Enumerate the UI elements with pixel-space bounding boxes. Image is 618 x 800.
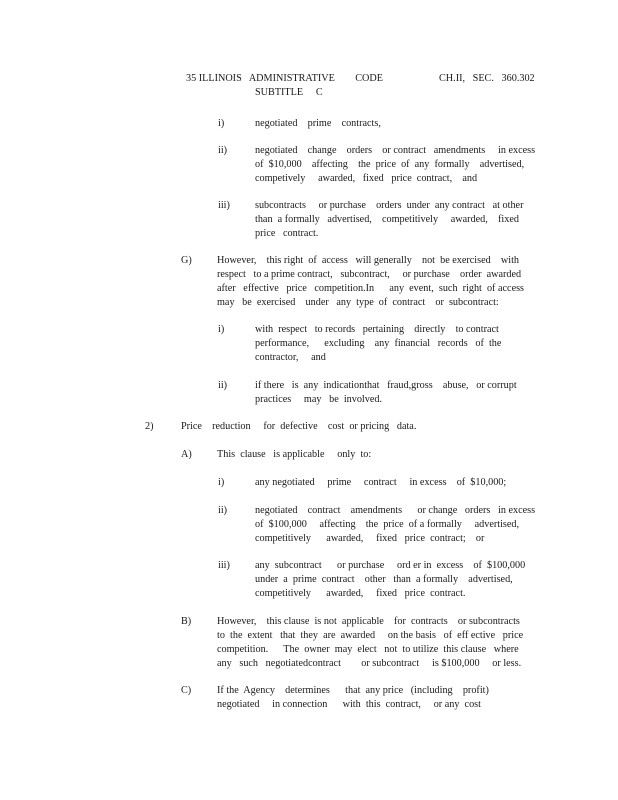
section-marker: A) <box>181 449 192 460</box>
section-title: Price reduction for defective cost or pricing data. <box>181 421 417 432</box>
paragraph-line: negotiated in connection with this contract, or any cost <box>217 699 481 710</box>
section-marker: 2) <box>145 421 154 432</box>
item-marker: ii) <box>218 380 228 391</box>
item-line: competively awarded, fixed price contract, and <box>255 173 478 184</box>
paragraph-line: any such negotiatedcontract or subcontract is $100,000 or less. <box>217 658 522 669</box>
item-marker: ii) <box>218 505 228 516</box>
item-line: negotiated prime contracts, <box>255 118 381 129</box>
item-marker: i) <box>218 118 225 129</box>
item-line: under a prime contract other than a formally advertised, <box>255 574 513 585</box>
header-left: 35 ILLINOIS ADMINISTRATIVE CODE <box>186 73 383 84</box>
item-marker: iii) <box>218 560 230 571</box>
header-right: CH.II, SEC. 360.302 <box>439 73 535 84</box>
item-line: performance, excluding any financial records of the <box>255 338 502 349</box>
item-line: price contract. <box>255 228 319 239</box>
item-line: if there is any indicationthat fraud,gross abuse, or corrupt <box>255 380 517 391</box>
item-line: competitively awarded, fixed price contract; or <box>255 533 485 544</box>
item-marker: ii) <box>218 145 228 156</box>
section-marker: C) <box>181 685 192 696</box>
item-line: of $100,000 affecting the price of a formally advertised, <box>255 519 520 530</box>
item-line: any subcontract or purchase ord er in excess of $100,000 <box>255 560 526 571</box>
item-line: than a formally advertised, competitively awarded, fixed <box>255 214 519 225</box>
paragraph-line: competition. The owner may elect not to utilize this clause where <box>217 644 519 655</box>
item-line: any negotiated prime contract in excess of $10,000; <box>255 477 507 488</box>
item-marker: iii) <box>218 200 230 211</box>
paragraph-line: respect to a prime contract, subcontract, or purchase order awarded <box>217 269 522 280</box>
paragraph-line: However, this clause is not applicable for contracts or subcontracts <box>217 616 520 627</box>
paragraph-line: However, this right of access will generally not be exercised with <box>217 255 520 266</box>
item-line: practices may be involved. <box>255 394 383 405</box>
paragraph-line: If the Agency determines that any price (including profit) <box>217 685 489 696</box>
item-marker: i) <box>218 477 225 488</box>
item-line: negotiated contract amendments or change orders in excess <box>255 505 536 516</box>
item-line: competitively awarded, fixed price contract. <box>255 588 466 599</box>
header-subtitle: SUBTITLE C <box>255 87 323 98</box>
section-marker: G) <box>181 255 192 266</box>
paragraph-line: to the extent that they are awarded on the basis of eff ective price <box>217 630 524 641</box>
item-line: contractor, and <box>255 352 326 363</box>
item-line: negotiated change orders or contract amendments in excess <box>255 145 536 156</box>
item-marker: i) <box>218 324 225 335</box>
paragraph-line: This clause is applicable only to: <box>217 449 372 460</box>
item-line: with respect to records pertaining directly to contract <box>255 324 499 335</box>
paragraph-line: may be exercised under any type of contract or subcontract: <box>217 297 499 308</box>
item-line: of $10,000 affecting the price of any formally advertised, <box>255 159 525 170</box>
section-marker: B) <box>181 616 192 627</box>
paragraph-line: after effective price competition.In any event, such right of access <box>217 283 525 294</box>
item-line: subcontracts or purchase orders under any contract at other <box>255 200 524 211</box>
